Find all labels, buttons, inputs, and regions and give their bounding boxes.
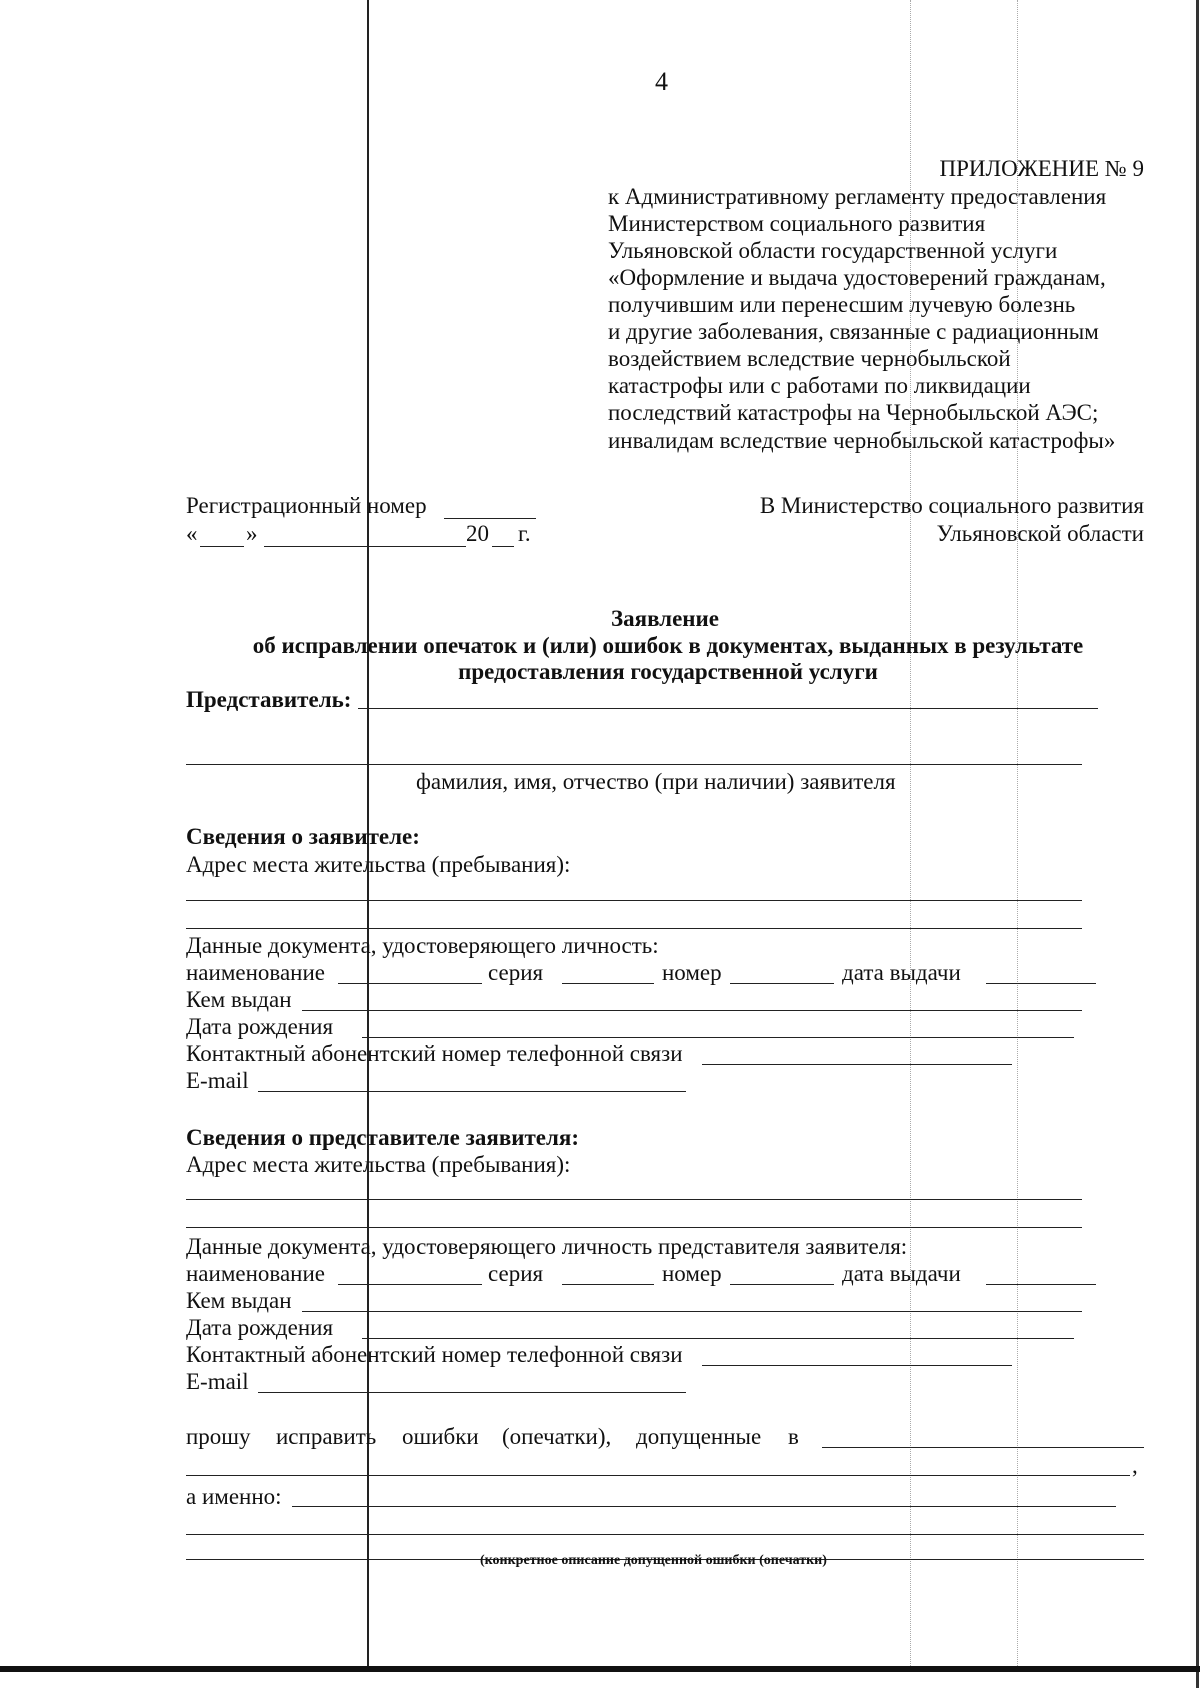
request-word: исправить <box>276 1424 377 1449</box>
scan-page-edge <box>1196 0 1199 1688</box>
applicant-address-field[interactable] <box>186 900 1082 901</box>
applicant-doc-name-field[interactable] <box>338 983 482 984</box>
request-word: в <box>788 1424 799 1449</box>
representative-birth-date-label: Дата рождения <box>186 1315 334 1340</box>
appendix-line: Ульяновской области государственной услуги <box>608 238 1058 263</box>
namely-label: а именно: <box>186 1484 282 1509</box>
scan-bottom-edge <box>0 1666 1200 1672</box>
representative-doc-issue-date-label: дата выдачи <box>842 1261 961 1286</box>
applicant-email-label: E-mail <box>186 1068 249 1093</box>
representative-address-field[interactable] <box>186 1199 1082 1200</box>
statement-subtitle: предоставления государственной услуги <box>458 659 878 684</box>
request-word: ошибки <box>402 1424 479 1449</box>
registration-month-field[interactable] <box>264 546 466 547</box>
applicant-birth-date-field[interactable] <box>362 1037 1074 1038</box>
representative-doc-name-field[interactable] <box>338 1284 482 1285</box>
representative-field-line2[interactable] <box>186 764 1082 765</box>
applicant-doc-issue-date-field[interactable] <box>986 983 1096 984</box>
applicant-phone-label: Контактный абонентский номер телефонной связи <box>186 1041 683 1066</box>
applicant-doc-issue-date-label: дата выдачи <box>842 960 961 985</box>
representative-phone-field[interactable] <box>702 1365 1012 1366</box>
appendix-line: Министерством социального развития <box>608 211 986 236</box>
appendix-line: и другие заболевания, связанные с радиационным <box>608 319 1099 344</box>
registration-date-close-quote: » <box>246 521 258 546</box>
fio-caption: фамилия, имя, отчество (при наличии) заявителя <box>416 769 896 794</box>
error-description-field-line2[interactable] <box>186 1534 1144 1535</box>
applicant-doc-number-label: номер <box>662 960 722 985</box>
representative-doc-number-field[interactable] <box>730 1284 834 1285</box>
applicant-section-title: Сведения о заявителе: <box>186 824 420 849</box>
registration-date-open-quote: « <box>186 521 198 546</box>
registration-year-suffix: г. <box>518 521 531 546</box>
applicant-issued-by-field[interactable] <box>302 1010 1082 1011</box>
applicant-doc-name-label: наименование <box>186 960 325 985</box>
appendix-line: катастрофы или с работами по ликвидации <box>608 373 1031 398</box>
appendix-line: получившим или перенесшим лучевую болезнь <box>608 292 1076 317</box>
representative-birth-date-field[interactable] <box>362 1338 1074 1339</box>
statement-subtitle: об исправлении опечаток и (или) ошибок в документах, выданных в результате <box>252 633 1084 658</box>
representative-doc-label: Данные документа, удостоверяющего личность представителя заявителя: <box>186 1234 908 1259</box>
page-number: 4 <box>655 67 668 96</box>
appendix-line: к Административному регламенту предоставления <box>608 184 1107 209</box>
applicant-doc-series-field[interactable] <box>562 983 654 984</box>
applicant-birth-date-label: Дата рождения <box>186 1014 334 1039</box>
appendix-title: ПРИЛОЖЕНИЕ № 9 <box>939 156 1144 181</box>
representative-address-label: Адрес места жительства (пребывания): <box>186 1152 571 1177</box>
representative-doc-number-label: номер <box>662 1261 722 1286</box>
error-description-field[interactable] <box>292 1506 1116 1507</box>
appendix-line: последствий катастрофы на Чернобыльской АЭС; <box>608 400 1099 425</box>
applicant-doc-label: Данные документа, удостоверяющего личность: <box>186 933 659 958</box>
request-word: допущенные <box>636 1424 762 1449</box>
registration-year-field[interactable] <box>492 546 514 547</box>
representative-doc-issue-date-field[interactable] <box>986 1284 1096 1285</box>
representative-email-field[interactable] <box>258 1392 686 1393</box>
representative-phone-label: Контактный абонентский номер телефонной связи <box>186 1342 683 1367</box>
request-comma: , <box>1132 1453 1138 1478</box>
registration-number-label: Регистрационный номер <box>186 493 427 518</box>
appendix-line: «Оформление и выдача удостоверений гражданам, <box>608 265 1106 290</box>
applicant-doc-number-field[interactable] <box>730 983 834 984</box>
representative-issued-by-field[interactable] <box>302 1311 1082 1312</box>
applicant-address-label: Адрес места жительства (пребывания): <box>186 852 571 877</box>
applicant-email-field[interactable] <box>258 1091 686 1092</box>
representative-address-field-line2[interactable] <box>186 1227 1082 1228</box>
applicant-issued-by-label: Кем выдан <box>186 987 292 1012</box>
appendix-line: воздействием вследствие чернобыльской <box>608 346 1011 371</box>
request-word: прошу <box>186 1424 251 1449</box>
addressee-line: В Министерство социального развития <box>759 493 1144 518</box>
registration-day-field[interactable] <box>200 546 244 547</box>
request-document-field[interactable] <box>822 1447 1144 1448</box>
appendix-line: инвалидам вследствие чернобыльской катастрофы» <box>608 428 1116 453</box>
applicant-phone-field[interactable] <box>702 1064 1012 1065</box>
representative-doc-series-field[interactable] <box>562 1284 654 1285</box>
statement-title: Заявление <box>610 606 720 631</box>
representative-doc-series-label: серия <box>488 1261 544 1286</box>
applicant-doc-series-label: серия <box>488 960 544 985</box>
addressee-line: Ульяновской области <box>936 521 1144 546</box>
representative-label: Представитель: <box>186 687 352 712</box>
registration-number-field[interactable] <box>444 518 536 519</box>
applicant-address-field-line2[interactable] <box>186 928 1082 929</box>
request-word: (опечатки), <box>502 1424 612 1449</box>
representative-section-title: Сведения о представителе заявителя: <box>186 1125 580 1150</box>
representative-email-label: E-mail <box>186 1369 249 1394</box>
registration-year-prefix: 20 <box>466 521 489 546</box>
representative-issued-by-label: Кем выдан <box>186 1288 292 1313</box>
error-description-caption: (конкретное описание допущенной ошибки (опечатки) <box>480 1553 827 1568</box>
representative-doc-name-label: наименование <box>186 1261 325 1286</box>
representative-field[interactable] <box>358 708 1098 709</box>
request-document-field-line2[interactable] <box>186 1475 1130 1476</box>
